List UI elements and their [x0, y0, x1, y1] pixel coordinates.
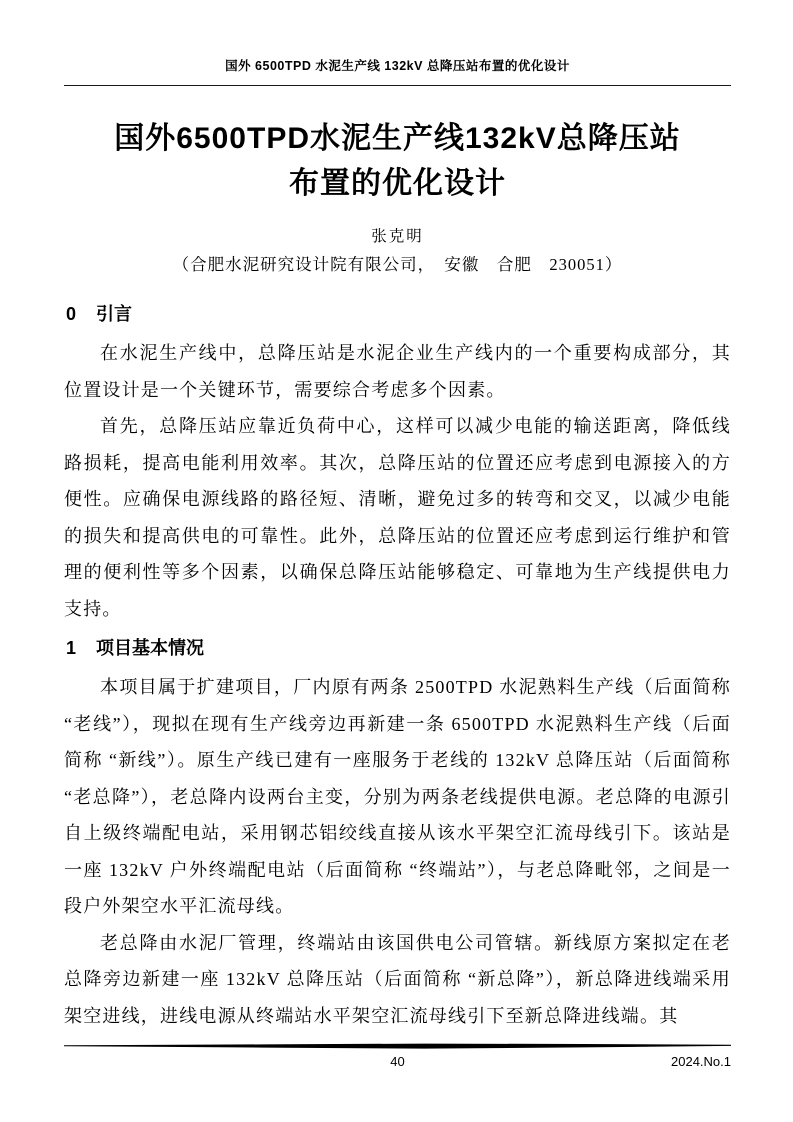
article-title [64, 116, 731, 206]
section-0-title: 引言 [96, 304, 133, 325]
section-0-paragraph-1: 在水泥生产线中，总降压站是水泥企业生产线内的一个重要构成部分，其位置设计是一个关键环节，需要综合考虑多个因素。 [64, 343, 731, 400]
footer-rule [64, 1042, 731, 1050]
section-1-heading [66, 635, 731, 661]
section-1-paragraph-2: 老总降由水泥厂管理，终端站由该国供电公司管辖。新线原方案拟定在老总降旁边新建一座 132kV 总降压站（后面简称 “新总降”），新总降进线端采用架空进线，进线电源从终端站水平架空汇流母线引下至新总降进线端。其 [64, 932, 731, 1026]
section-0-heading [66, 301, 731, 327]
page-footer [64, 1052, 731, 1072]
section-1-title: 项目基本情况 [96, 638, 205, 659]
issue-number: 2024.No.1 [671, 1054, 731, 1069]
author-affiliation: （合肥水泥研究设计院有限公司， 安徽 合肥 230051） [172, 255, 623, 275]
section-1-paragraph-1: 本项目属于扩建项目，厂内原有两条 2500TPD 水泥熟料生产线（后面简称 “老线”），现拟在现有生产线旁边再新建一条 6500TPD 水泥熟料生产线（后面简称 “新线”）。原生产线已建有一座服务于老线的 132kV 总降压站（后面简称 “老总降”），老总降内设两台主变，分别为两条老线提供电源。老总降的电源引自上级终端配电站，采用钢芯铝绞线直接从该水平架空汇流母线引下。该站是一座 132kV 户外终端配电站（后面简称 “终端站”），与老总降毗邻，之间是一段户外架空水平汇流母线。 [64, 677, 731, 917]
page-number: 40 [390, 1054, 405, 1069]
section-0-paragraph-2: 首先，总降压站应靠近负荷中心，这样可以减少电能的输送距离，降低线路损耗，提高电能利用效率。其次，总降压站的位置还应考虑到电源接入的方便性。应确保电源线路的路径短、清晰，避免过多的转弯和交叉，以减少电能的损失和提高供电的可靠性。此外，总降压站的位置还应考虑到运行维护和管理的便利性等多个因素，以确保总降压站能够稳定、可靠地为生产线提供电力支持。 [64, 416, 731, 619]
article-title-line-1: 国外6500TPD水泥生产线132kV总降压站 [114, 122, 681, 155]
section-0-number: 0 [66, 304, 77, 325]
author-name: 张克明 [371, 228, 424, 246]
article-title-line-2: 布置的优化设计 [289, 167, 506, 200]
running-header: 国外 6500TPD 水泥生产线 132kV 总降压站布置的优化设计 [64, 56, 731, 86]
section-1-number: 1 [66, 638, 77, 659]
